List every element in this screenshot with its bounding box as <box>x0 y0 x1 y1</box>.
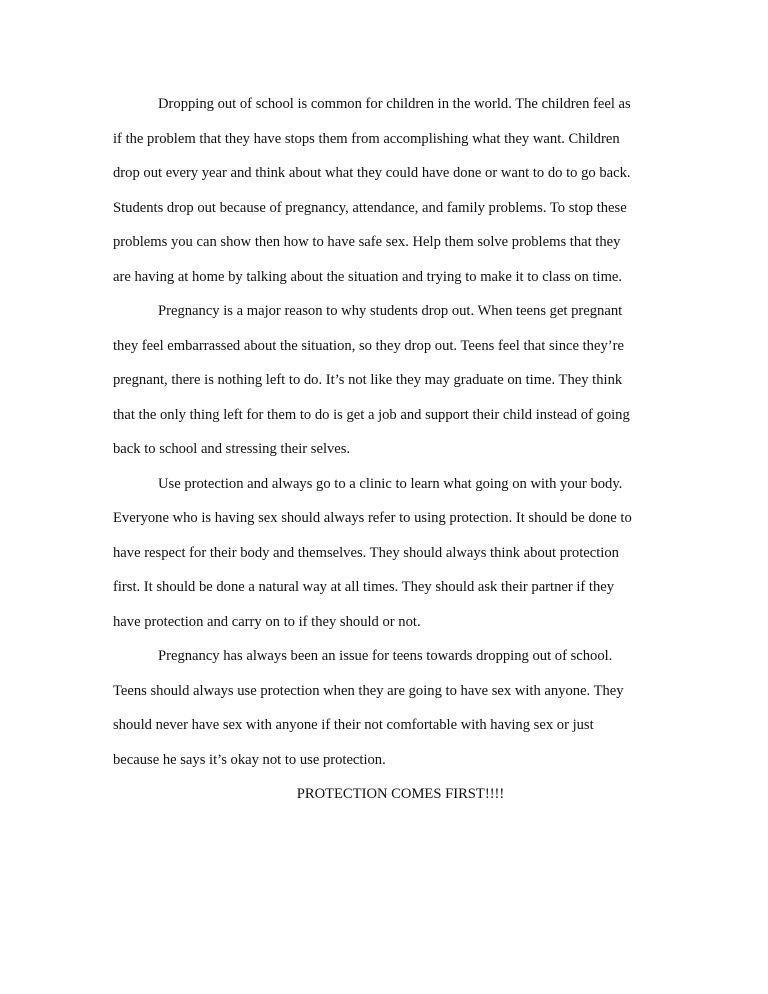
paragraph-1-line-3: drop out every year and think about what they could have done or want to do to go back. <box>113 165 631 181</box>
paragraph-1-line-2: if the problem that they have stops them from accomplishing what they want. Children <box>113 130 620 147</box>
closing-line: PROTECTION COMES FIRST!!!! <box>296 786 505 802</box>
paragraph-4-line-2: Teens should always use protection when they are going to have sex with anyone. They <box>113 682 624 699</box>
paragraph-1-line-6: are having at home by talking about the situation and trying to make it to class on time. <box>113 268 623 285</box>
paragraph-3-line-4: first. It should be done a natural way at all times. They should ask their partner if they <box>113 579 615 595</box>
paragraph-3-line-1: Use protection and always go to a clinic to learn what going on with your body. <box>158 475 623 492</box>
paragraph-4-line-4: because he says it’s okay not to use protection. <box>113 751 386 768</box>
paragraph-1-line-5: problems you can show then how to have safe sex. Help them solve problems that they <box>113 234 621 250</box>
paragraph-2-line-5: back to school and stressing their selves. <box>113 441 351 457</box>
paragraph-2-line-1: Pregnancy is a major reason to why students drop out. When teens get pregnant <box>158 303 623 319</box>
paragraph-1-line-1: Dropping out of school is common for children in the world. The children feel as <box>158 96 631 112</box>
paragraph-3-line-2: Everyone who is having sex should always refer to using protection. It should be done to <box>113 510 632 526</box>
paragraph-3-line-5: have protection and carry on to if they should or not. <box>113 613 421 630</box>
paragraph-2-line-2: they feel embarrassed about the situation, so they drop out. Teens feel that since they’re <box>113 337 624 354</box>
paragraph-3-line-3: have respect for their body and themselves. They should always think about protection <box>113 544 619 561</box>
document-body <box>113 87 658 812</box>
paragraph-4-line-3: should never have sex with anyone if their not comfortable with having sex or just <box>113 717 594 733</box>
paragraph-4-line-1: Pregnancy has always been an issue for teens towards dropping out of school. <box>158 648 613 664</box>
paragraph-1-line-4: Students drop out because of pregnancy, attendance, and family problems. To stop these <box>113 199 627 216</box>
paragraph-2-line-4: that the only thing left for them to do is get a job and support their child instead of going <box>113 406 630 423</box>
paragraph-2-line-3: pregnant, there is nothing left to do. It’s not like they may graduate on time. They think <box>113 372 623 388</box>
